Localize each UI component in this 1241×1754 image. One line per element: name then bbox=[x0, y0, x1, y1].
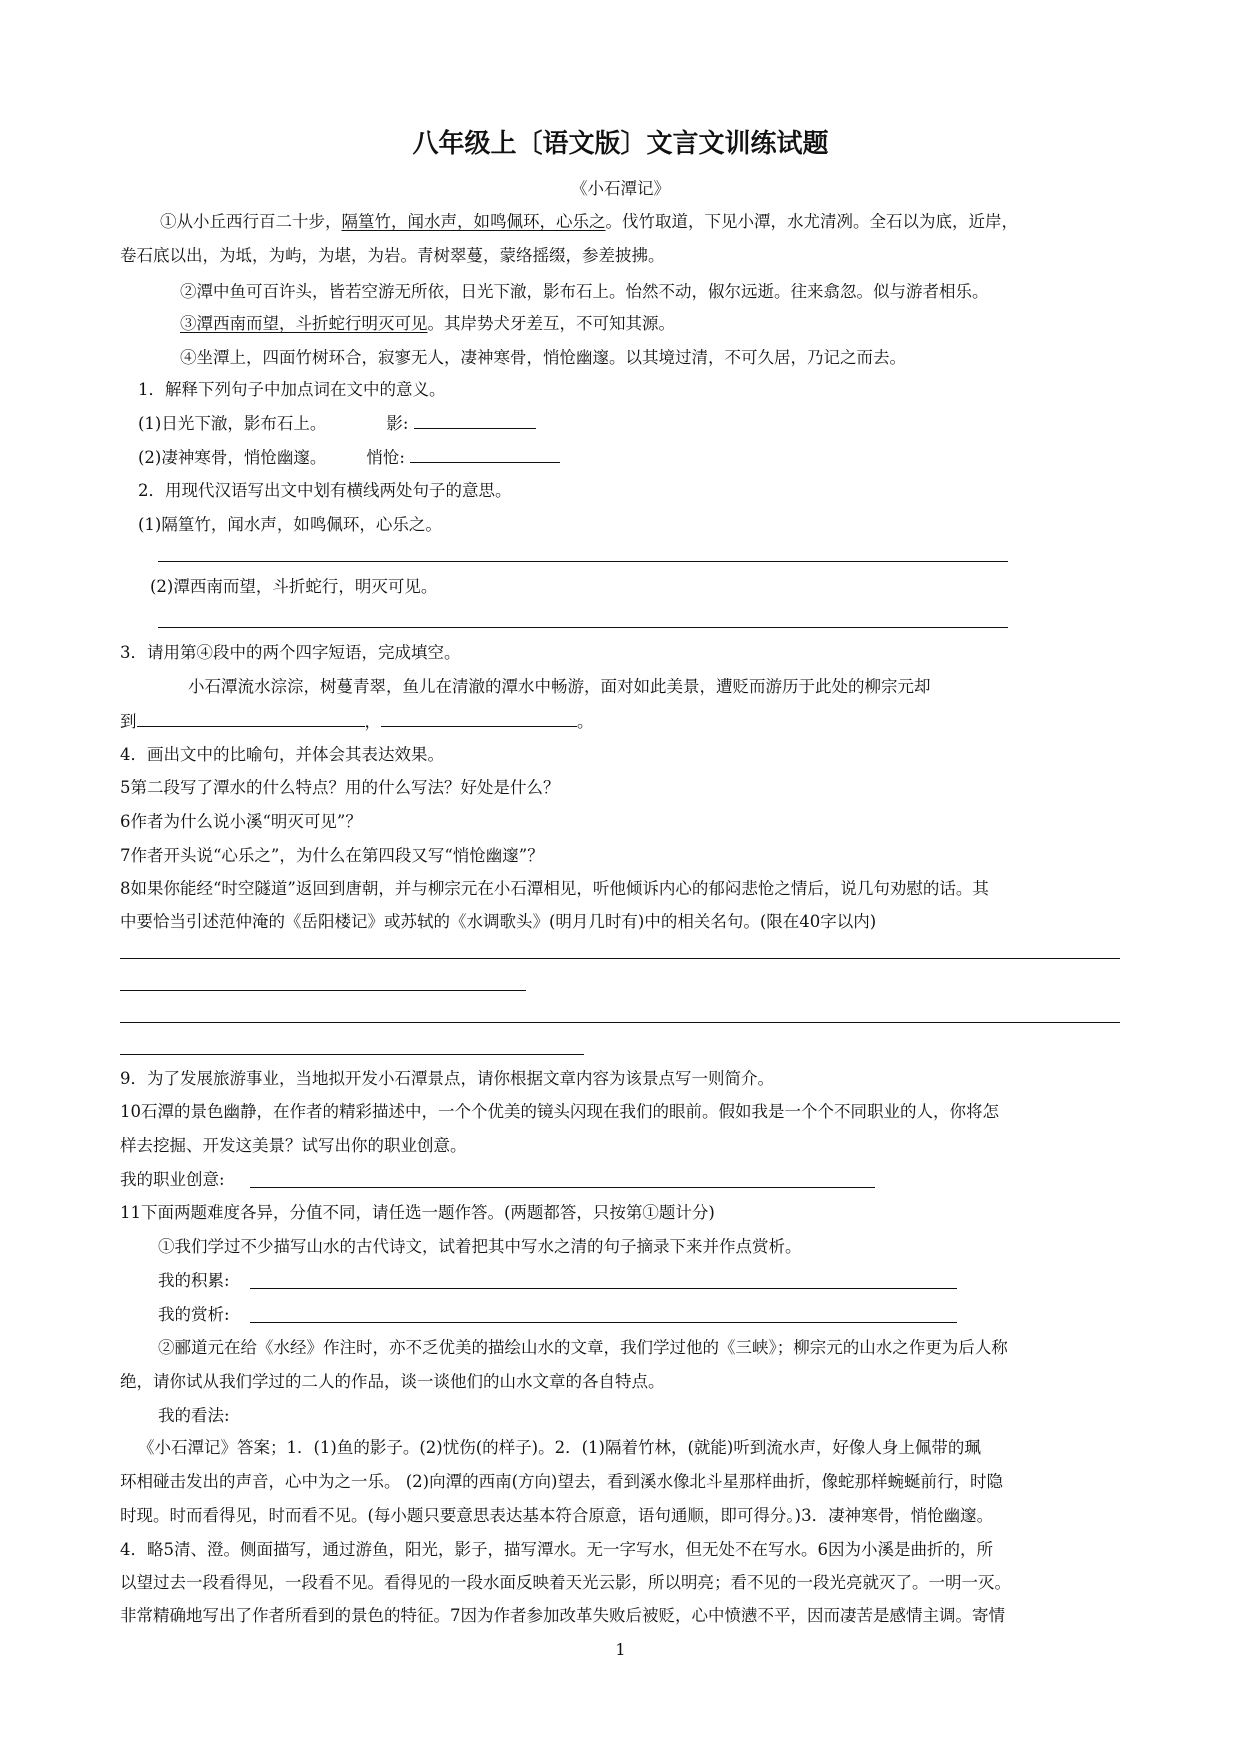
question-6: 6作者为什么说小溪“明灭可见”？ bbox=[120, 812, 362, 831]
answer-blank[interactable] bbox=[414, 412, 536, 429]
answers-line-4: 4．略5清、澄。侧面描写，通过游鱼，阳光，影子，描写潭水。无一字写水，但无处不在写水。6因为小溪是曲折的，所 bbox=[120, 1540, 993, 1559]
answers-line-2: 环相碰击发出的声音，心中为之一乐。 (2)向潭的西南(方向)望去，看到溪水像北斗星那样曲折，像蛇那样蜿蜒前行，时隐 bbox=[120, 1472, 1003, 1491]
question-10-line-2: 样去挖掘、开发这美景？试写出你的职业创意。 bbox=[120, 1136, 467, 1155]
question-4: 4．画出文中的比喻句，并体会其表达效果。 bbox=[120, 745, 444, 764]
appreciation-label: 我的赏析: bbox=[158, 1305, 230, 1324]
question-1-item-1: (1)日光下澈，影布石上。 影: bbox=[138, 412, 536, 435]
question-8-line-2: 中要恰当引述范仲淹的《岳阳楼记》或苏轼的《水调歌头》(明月几时有)中的相关名句。(限在40字以内) bbox=[120, 912, 877, 931]
paragraph-4: ④坐潭上，四面竹树环合，寂寥无人，凄神寒骨，悄怆幽邃。以其境过清，不可久居，乃记之而去。 bbox=[180, 348, 906, 367]
question-3-body: 小石潭流水淙淙，树蔓青翠，鱼儿在清澈的潭水中畅游，面对如此美景，遭贬而游历于此处的柳宗元却 bbox=[188, 677, 931, 696]
appreciation-answer-line[interactable] bbox=[250, 1322, 957, 1323]
question-11-option-2-line-1: ②郦道元在给《水经》作注时，亦不乏优美的描绘山水的文章，我们学过他的《三峡》；柳宗元的山水之作更为后人称 bbox=[158, 1338, 1008, 1357]
question-1-item-2: (2)凄神寒骨，悄怆幽邃。 悄怆: bbox=[138, 446, 560, 469]
answer-blank[interactable] bbox=[137, 710, 365, 727]
answers-line-5: 以望过去一段看得见，一段看不见。看得见的一段水面反映着天光云影，所以明亮；看不见的一段光亮就灭了。一明一灭。 bbox=[120, 1573, 1011, 1592]
question-2: 2．用现代汉语写出文中划有横线两处句子的意思。 bbox=[138, 481, 512, 500]
question-9: 9．为了发展旅游事业，当地拟开发小石潭景点，请你根据文章内容为该景点写一则简介。 bbox=[120, 1069, 774, 1088]
paragraph-2: ②潭中鱼可百许头，皆若空游无所依，日光下澈，影布石上。怡然不动，俶尔远逝。往来翕忽。似与游者相乐。 bbox=[180, 282, 989, 301]
question-11: 11下面两题难度各异，分值不同，请任选一题作答。(两题都答，只按第①题计分) bbox=[120, 1203, 715, 1222]
underlined-sentence-2: ③潭西南而望，斗折蛇行明灭可见 bbox=[180, 314, 428, 333]
question-3-fill: 到 ， 。 bbox=[120, 712, 594, 731]
question-11-option-1: ①我们学过不少描写山水的古代诗文，试着把其中写水之清的句子摘录下来并作点赏析。 bbox=[158, 1237, 802, 1256]
question-5: 5第二段写了潭水的什么特点？用的什么写法？好处是什么？ bbox=[120, 778, 560, 797]
accumulation-label: 我的积累: bbox=[158, 1271, 230, 1290]
answer-line[interactable] bbox=[120, 958, 1120, 959]
paragraph-1-line-2: 卷石底以出，为坻，为屿，为堪，为岩。青树翠蔓，蒙络摇缀，参差披拂。 bbox=[120, 246, 665, 265]
answer-blank[interactable] bbox=[381, 710, 577, 727]
answer-line[interactable] bbox=[120, 1054, 584, 1055]
paragraph-1-line-1: ①从小丘西行百二十步，隔篁竹，闻水声，如鸣佩环，心乐之。伐竹取道，下见小潭，水尤清冽。全石以为底，近岸， bbox=[160, 212, 1018, 231]
answer-blank[interactable] bbox=[410, 446, 560, 463]
question-8-line-1: 8如果你能经“时空隧道”返回到唐朝，并与柳宗元在小石潭相见，听他倾诉内心的郁闷悲怆之情后，说几句劝慰的话。其 bbox=[120, 879, 989, 898]
question-10-line-1: 10石潭的景色幽静，在作者的精彩描述中，一个个优美的镜头闪现在我们的眼前。假如我是一个个不同职业的人，你将怎 bbox=[120, 1102, 999, 1121]
answer-line[interactable] bbox=[158, 627, 1008, 628]
career-idea-answer-line[interactable] bbox=[250, 1187, 875, 1188]
underlined-sentence-1: 隔篁竹，闻水声，如鸣佩环，心乐之 bbox=[341, 212, 606, 231]
question-2-item-2: (2)潭西南而望，斗折蛇行，明灭可见。 bbox=[150, 577, 438, 596]
view-label: 我的看法: bbox=[158, 1406, 230, 1425]
document-title: 八年级上〔语文版〕文言文训练试题 bbox=[412, 129, 829, 159]
question-3: 3．请用第④段中的两个四字短语，完成填空。 bbox=[120, 643, 461, 662]
answers-line-6: 非常精确地写出了作者所看到的景色的特征。7因为作者参加改革失败后被贬，心中愤懑不平，因而凄苦是感情主调。寄情 bbox=[120, 1606, 1005, 1625]
answer-line[interactable] bbox=[158, 561, 1008, 562]
question-1: 1．解释下列句子中加点词在文中的意义。 bbox=[138, 380, 446, 399]
answer-line[interactable] bbox=[120, 1022, 1120, 1023]
question-7: 7作者开头说“心乐之”，为什么在第四段又写“悄怆幽邃”？ bbox=[120, 846, 544, 865]
question-11-option-2-line-2: 绝，请你试从我们学过的二人的作品，谈一谈他们的山水文章的各自特点。 bbox=[120, 1372, 665, 1391]
answer-line[interactable] bbox=[120, 990, 526, 991]
accumulation-answer-line[interactable] bbox=[250, 1288, 957, 1289]
career-idea-label: 我的职业创意: bbox=[120, 1170, 225, 1189]
paragraph-3: ③潭西南而望，斗折蛇行明灭可见。其岸势犬牙差互，不可知其源。 bbox=[180, 314, 675, 333]
question-2-item-1: (1)隔篁竹，闻水声，如鸣佩环，心乐之。 bbox=[138, 515, 442, 534]
answers-line-1: 《小石潭记》答案；1．(1)鱼的影子。(2)忧伤(的样子)。2．(1)隔着竹林，(就能)听到流水声，好像人身上佩带的珮 bbox=[138, 1438, 981, 1457]
answers-line-3: 时现。时而看得见，时而看不见。(每小题只要意思表达基本符合原意，语句通顺，即可得分。)3．凄神寒骨，悄怆幽邃。 bbox=[120, 1506, 994, 1525]
page-number: 1 bbox=[615, 1640, 626, 1659]
passage-title: 《小石潭记》 bbox=[571, 179, 670, 198]
